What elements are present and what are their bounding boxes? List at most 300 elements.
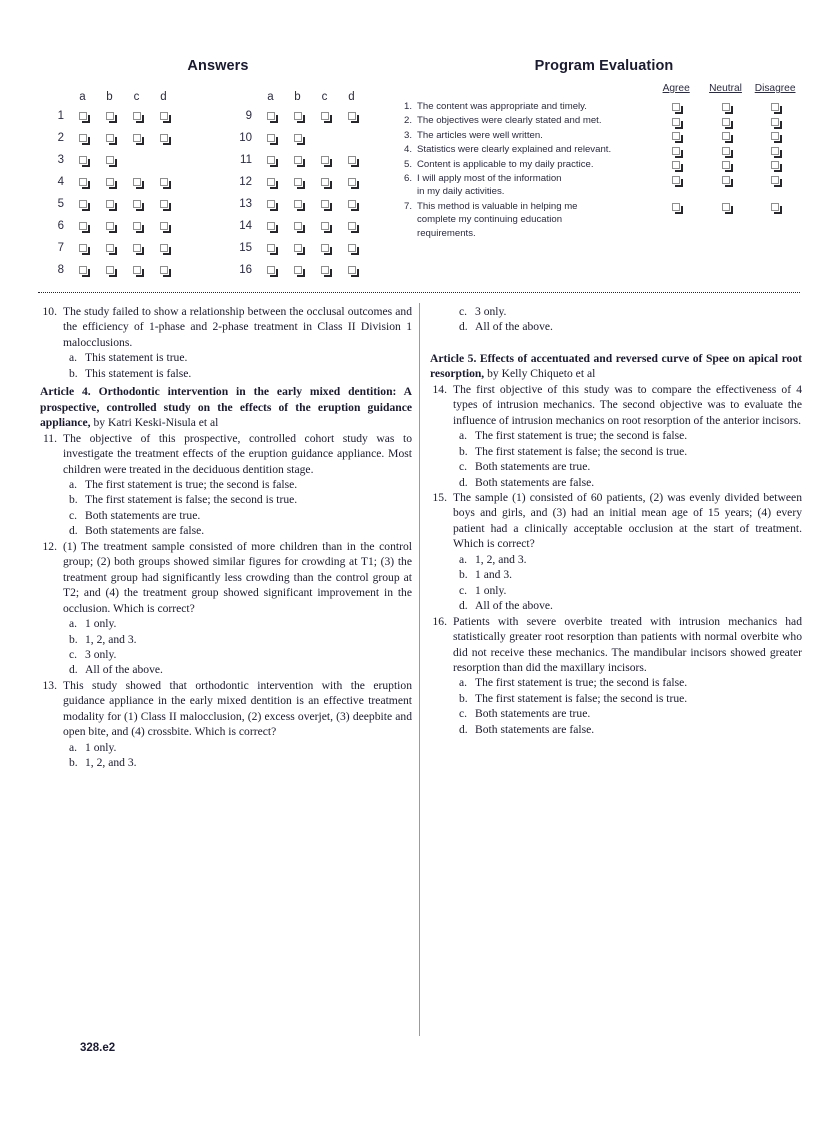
answer-checkbox-11-b[interactable]	[294, 156, 302, 164]
option-14-b-text: The first statement is false; the second is true.	[475, 444, 688, 458]
option-12-a[interactable]	[69, 616, 412, 631]
question-13-options-continued	[430, 304, 802, 335]
evaluation-checkbox-6-disagree[interactable]	[771, 176, 779, 184]
answer-row-number: 13	[239, 198, 252, 210]
answer-checkbox-4-b[interactable]	[106, 178, 114, 186]
option-13-a-letter: a.	[69, 740, 78, 754]
option-13-c-letter: c.	[459, 305, 468, 318]
option-11-a[interactable]	[69, 477, 412, 492]
answer-checkbox-12-c[interactable]	[321, 178, 329, 186]
answer-row-number: 12	[239, 176, 252, 188]
evaluation-checkbox-4-neutral[interactable]	[722, 147, 730, 155]
answer-cell	[338, 149, 365, 171]
evaluation-row	[404, 114, 800, 128]
answer-checkbox-9-d[interactable]	[348, 112, 356, 120]
answer-checkbox-11-d[interactable]	[348, 156, 356, 164]
option-14-d[interactable]	[459, 475, 802, 490]
answer-cell	[96, 215, 123, 237]
evaluation-cell	[652, 100, 701, 114]
evaluation-checkbox-7-neutral[interactable]	[722, 203, 730, 211]
answer-cell	[96, 193, 123, 215]
evaluation-cell	[750, 129, 800, 143]
answer-checkbox-4-c[interactable]	[133, 178, 141, 186]
answer-checkbox-2-b[interactable]	[106, 134, 114, 142]
option-13-c-text: 3 only.	[475, 305, 507, 318]
answer-cell	[96, 237, 123, 259]
answer-checkbox-16-c[interactable]	[321, 266, 329, 274]
answer-checkbox-13-b[interactable]	[294, 200, 302, 208]
answer-row	[38, 149, 177, 171]
answer-cell	[311, 171, 338, 193]
option-10-a-text: This statement is true.	[85, 351, 188, 365]
option-10-b-letter: b.	[69, 366, 78, 380]
evaluation-cell	[750, 158, 800, 172]
option-11-b[interactable]	[69, 492, 412, 507]
answer-cell	[96, 105, 123, 127]
option-15-a-letter: a.	[459, 552, 468, 566]
option-12-c-text: 3 only.	[85, 647, 117, 661]
option-12-a-text: 1 only.	[85, 617, 117, 631]
answers-grid-right	[218, 83, 398, 281]
evaluation-checkbox-2-agree[interactable]	[672, 118, 680, 126]
answer-cell	[257, 127, 284, 149]
option-16-a[interactable]	[459, 675, 802, 690]
question-11-text: The objective of this prospective, controlled cohort study was to investigate the treatment effects of the eruption guidance appliance. Most children were treated in the deciduous dentition stage.	[63, 431, 412, 476]
answer-checkbox-8-a[interactable]	[79, 266, 87, 274]
evaluation-cell	[701, 200, 750, 241]
answer-checkbox-13-c[interactable]	[321, 200, 329, 208]
evaluation-question-number: 7.	[404, 200, 413, 212]
answer-row-number: 5	[57, 198, 64, 210]
evaluation-question	[404, 200, 652, 241]
answer-cell	[123, 193, 150, 215]
question-13	[40, 678, 412, 740]
option-15-d-letter: d.	[459, 599, 468, 613]
evaluation-checkbox-3-disagree[interactable]	[771, 132, 779, 140]
question-12	[40, 539, 412, 616]
answer-cell	[338, 105, 365, 127]
question-14-text: The first objective of this study was to compare the effectiveness of 4 types of intrusion mechanics. The second objective was to evaluate the influence of intrusion mechanics on root resorption of the anterior incisors.	[453, 382, 802, 427]
answers-col-c-right: c	[321, 91, 328, 103]
answer-checkbox-5-b[interactable]	[106, 200, 114, 208]
answer-checkbox-3-a[interactable]	[79, 156, 87, 164]
evaluation-cell	[701, 158, 750, 172]
answers-col-b: b	[106, 91, 113, 103]
answer-cell	[338, 259, 365, 281]
answer-checkbox-8-c[interactable]	[133, 266, 141, 274]
answer-checkbox-13-d[interactable]	[348, 200, 356, 208]
answer-checkbox-7-d[interactable]	[160, 244, 168, 252]
answer-checkbox-2-d[interactable]	[160, 134, 168, 142]
question-11-options	[40, 477, 412, 539]
option-15-c-text: 1 only.	[475, 583, 507, 597]
answer-cell	[338, 171, 365, 193]
answer-checkbox-9-a[interactable]	[267, 112, 275, 120]
right-text-column	[430, 304, 802, 737]
option-13-b-text: 1, 2, and 3.	[85, 756, 137, 770]
answer-checkbox-12-b[interactable]	[294, 178, 302, 186]
option-14-c[interactable]	[459, 459, 802, 474]
option-16-d-text: Both statements are false.	[475, 722, 595, 736]
answer-row-number: 7	[57, 242, 64, 254]
answer-checkbox-15-d[interactable]	[348, 244, 356, 252]
answers-col-b-right: b	[294, 91, 301, 103]
answer-cell	[311, 149, 338, 171]
answer-row	[218, 215, 365, 237]
answer-checkbox-2-a[interactable]	[79, 134, 87, 142]
question-16	[430, 614, 802, 676]
evaluation-cell	[652, 158, 701, 172]
option-13-d-letter: d.	[459, 320, 468, 334]
evaluation-row	[404, 143, 800, 157]
answer-checkbox-16-a[interactable]	[267, 266, 275, 274]
answer-checkbox-5-c[interactable]	[133, 200, 141, 208]
answer-cell	[150, 215, 177, 237]
answer-checkbox-10-b[interactable]	[294, 134, 302, 142]
evaluation-title: Program Evaluation	[534, 58, 674, 74]
answer-cell	[150, 237, 177, 259]
evaluation-cell	[750, 172, 800, 200]
article-5-byline: by Kelly Chiqueto et al	[484, 367, 596, 381]
answer-checkbox-1-c[interactable]	[133, 112, 141, 120]
answer-checkbox-13-a[interactable]	[267, 200, 275, 208]
option-14-a-text: The first statement is true; the second is false.	[475, 429, 688, 443]
option-11-d[interactable]	[69, 523, 412, 538]
option-13-b-letter: b.	[69, 756, 78, 770]
option-14-b[interactable]	[459, 444, 802, 459]
answers-table-right	[218, 83, 365, 281]
option-16-b-text: The first statement is false; the second is true.	[475, 691, 688, 705]
answer-checkbox-9-b[interactable]	[294, 112, 302, 120]
option-11-d-letter: d.	[69, 524, 78, 538]
answer-cell	[311, 193, 338, 215]
question-13-text: This study showed that orthodontic intervention with the eruption guidance appliance in the early mixed dentition is an effective treatment modality for (1) Class II malocclusion, (2) excess overjet, (3) deepbite and open bite, and (4) crossbite. Which is correct?	[63, 678, 412, 739]
evaluation-question-text: Content is applicable to my daily practice.	[417, 158, 594, 170]
evaluation-checkbox-6-neutral[interactable]	[722, 176, 730, 184]
answers-grid	[38, 83, 398, 281]
evaluation-checkbox-1-agree[interactable]	[672, 103, 680, 111]
option-15-c[interactable]	[459, 583, 802, 598]
answer-checkbox-15-b[interactable]	[294, 244, 302, 252]
evaluation-question-number: 4.	[404, 144, 413, 156]
option-12-d-letter: d.	[69, 663, 78, 677]
answer-row	[38, 127, 177, 149]
answer-cell	[123, 127, 150, 149]
answer-cell	[123, 215, 150, 237]
evaluation-cell	[701, 129, 750, 143]
answer-row	[38, 105, 177, 127]
answer-row-number: 6	[57, 220, 64, 232]
option-16-c-letter: c.	[459, 707, 468, 721]
option-11-a-text: The first statement is true; the second is false.	[85, 477, 298, 491]
option-15-b-text: 1 and 3.	[475, 568, 513, 582]
evaluation-row	[404, 100, 800, 114]
option-15-b[interactable]	[459, 567, 802, 582]
evaluation-cell	[652, 114, 701, 128]
evaluation-cell	[750, 200, 800, 241]
option-12-a-letter: a.	[69, 617, 78, 631]
question-16-options	[430, 675, 802, 737]
answer-checkbox-1-d[interactable]	[160, 112, 168, 120]
option-14-c-letter: c.	[459, 460, 468, 474]
answer-cell	[123, 237, 150, 259]
evaluation-scale-agree: Agree	[662, 83, 690, 94]
evaluation-cell	[652, 129, 701, 143]
answer-cell	[96, 171, 123, 193]
option-13-d[interactable]	[459, 319, 802, 334]
answer-checkbox-5-a[interactable]	[79, 200, 87, 208]
evaluation-cell	[701, 114, 750, 128]
answer-row	[218, 259, 365, 281]
answer-row-number: 9	[245, 110, 252, 122]
evaluation-row	[404, 200, 800, 241]
answer-checkbox-7-a[interactable]	[79, 244, 87, 252]
answer-checkbox-14-d[interactable]	[348, 222, 356, 230]
option-14-c-text: Both statements are true.	[475, 460, 591, 474]
question-14	[430, 382, 802, 428]
answer-checkbox-14-c[interactable]	[321, 222, 329, 230]
page-number: 328.e2	[80, 1042, 116, 1054]
answer-row	[38, 237, 177, 259]
option-10-b[interactable]	[69, 366, 412, 381]
option-12-c-letter: c.	[69, 647, 78, 661]
evaluation-scale-disagree: Disagree	[754, 83, 796, 94]
answer-checkbox-6-d[interactable]	[160, 222, 168, 230]
answer-cell	[123, 171, 150, 193]
answer-checkbox-9-c[interactable]	[321, 112, 329, 120]
question-14-number: 14.	[432, 382, 447, 396]
answer-row	[218, 193, 365, 215]
question-13-options	[40, 740, 412, 771]
evaluation-checkbox-3-neutral[interactable]	[722, 132, 730, 140]
option-12-b[interactable]	[69, 632, 412, 647]
answer-row	[218, 171, 365, 193]
answer-checkbox-16-b[interactable]	[294, 266, 302, 274]
option-15-c-letter: c.	[459, 583, 468, 597]
evaluation-checkbox-4-disagree[interactable]	[771, 147, 779, 155]
answer-cell	[311, 259, 338, 281]
evaluation-checkbox-5-agree[interactable]	[672, 161, 680, 169]
evaluation-cell	[652, 172, 701, 200]
option-14-b-letter: b.	[459, 444, 468, 458]
answer-checkbox-10-a[interactable]	[267, 134, 275, 142]
answer-cell	[338, 237, 365, 259]
evaluation-row	[404, 158, 800, 172]
evaluation-question	[404, 158, 652, 172]
answer-cell	[284, 149, 311, 171]
answer-cell	[284, 105, 311, 127]
answer-checkbox-3-b[interactable]	[106, 156, 114, 164]
answer-checkbox-8-d[interactable]	[160, 266, 168, 274]
answer-cell	[123, 105, 150, 127]
option-11-b-text: The first statement is false; the second is true.	[85, 493, 298, 507]
answer-checkbox-14-a[interactable]	[267, 222, 275, 230]
question-13-number: 13.	[42, 678, 57, 692]
evaluation-cell	[652, 143, 701, 157]
answer-cell	[257, 259, 284, 281]
evaluation-checkbox-5-neutral[interactable]	[722, 161, 730, 169]
question-15-options	[430, 552, 802, 614]
answer-row-number: 1	[57, 110, 64, 122]
answers-col-d-right: d	[348, 91, 355, 103]
question-10-number: 10.	[42, 305, 57, 318]
option-16-d-letter: d.	[459, 722, 468, 736]
answer-checkbox-7-c[interactable]	[133, 244, 141, 252]
answer-checkbox-4-d[interactable]	[160, 178, 168, 186]
evaluation-question-text: The objectives were clearly stated and met.	[417, 115, 602, 127]
option-14-d-text: Both statements are false.	[475, 475, 595, 489]
article-4-byline: by Katri Keski-Nisula et al	[90, 416, 219, 430]
answer-cell	[69, 171, 96, 193]
evaluation-question	[404, 100, 652, 114]
evaluation-question-number: 6.	[404, 173, 413, 185]
answer-cell	[257, 105, 284, 127]
answer-cell-empty	[123, 149, 150, 171]
answer-checkbox-16-d[interactable]	[348, 266, 356, 274]
evaluation-question-text-cont: in my daily activities.	[417, 186, 505, 198]
evaluation-question	[404, 172, 652, 200]
answer-checkbox-5-d[interactable]	[160, 200, 168, 208]
answer-checkbox-12-a[interactable]	[267, 178, 275, 186]
answers-grid-left	[38, 83, 218, 281]
evaluation-checkbox-2-disagree[interactable]	[771, 118, 779, 126]
evaluation-cell	[750, 143, 800, 157]
answer-cell	[257, 237, 284, 259]
answer-row-number: 2	[57, 132, 64, 144]
evaluation-body	[404, 100, 800, 241]
answer-checkbox-6-a[interactable]	[79, 222, 87, 230]
answer-checkbox-4-a[interactable]	[79, 178, 87, 186]
question-11-number: 11.	[42, 431, 57, 445]
answers-body-left	[38, 105, 177, 281]
option-11-c-text: Both statements are true.	[85, 508, 201, 522]
answers-body-right	[218, 105, 365, 281]
answers-col-c: c	[133, 91, 140, 103]
answer-checkbox-15-c[interactable]	[321, 244, 329, 252]
question-12-number: 12.	[42, 539, 57, 553]
left-text-column	[40, 304, 412, 771]
question-15	[430, 490, 802, 552]
evaluation-cell	[750, 114, 800, 128]
answer-checkbox-8-b[interactable]	[106, 266, 114, 274]
answer-row	[38, 171, 177, 193]
answer-cell	[311, 237, 338, 259]
evaluation-checkbox-7-disagree[interactable]	[771, 203, 779, 211]
evaluation-checkbox-4-agree[interactable]	[672, 147, 680, 155]
evaluation-checkbox-6-agree[interactable]	[672, 176, 680, 184]
answer-checkbox-11-a[interactable]	[267, 156, 275, 164]
answer-row	[218, 105, 365, 127]
option-16-b-letter: b.	[459, 691, 468, 705]
evaluation-question-number: 2.	[404, 115, 413, 127]
answer-cell	[338, 215, 365, 237]
evaluation-checkbox-1-neutral[interactable]	[722, 103, 730, 111]
answer-checkbox-12-d[interactable]	[348, 178, 356, 186]
answer-cell	[150, 259, 177, 281]
evaluation-question-header	[404, 82, 652, 100]
option-16-d[interactable]	[459, 722, 802, 737]
evaluation-checkbox-5-disagree[interactable]	[771, 161, 779, 169]
answer-row-number: 11	[240, 154, 252, 166]
answer-checkbox-1-b[interactable]	[106, 112, 114, 120]
answers-header-row	[38, 83, 177, 105]
option-14-a[interactable]	[459, 428, 802, 443]
answer-checkbox-14-b[interactable]	[294, 222, 302, 230]
answer-checkbox-15-a[interactable]	[267, 244, 275, 252]
evaluation-cell	[652, 200, 701, 241]
evaluation-checkbox-2-neutral[interactable]	[722, 118, 730, 126]
evaluation-checkbox-3-agree[interactable]	[672, 132, 680, 140]
answer-cell-empty	[150, 149, 177, 171]
option-15-d-text: All of the above.	[475, 599, 553, 613]
option-13-b[interactable]	[69, 755, 412, 770]
question-14-options	[430, 428, 802, 490]
option-12-b-letter: b.	[69, 632, 78, 646]
option-10-a[interactable]	[69, 350, 412, 365]
answer-cell	[257, 215, 284, 237]
option-13-c[interactable]	[459, 304, 802, 319]
evaluation-question	[404, 114, 652, 128]
option-16-c-text: Both statements are true.	[475, 707, 591, 721]
answer-row	[218, 237, 365, 259]
option-12-d-text: All of the above.	[85, 663, 163, 677]
option-16-b[interactable]	[459, 691, 802, 706]
answer-cell	[69, 215, 96, 237]
answer-row-number: 8	[57, 264, 64, 276]
option-13-a[interactable]	[69, 740, 412, 755]
evaluation-question-text: I will apply most of the information	[417, 173, 562, 185]
answer-checkbox-7-b[interactable]	[106, 244, 114, 252]
question-10-options	[40, 350, 412, 381]
option-12-d[interactable]	[69, 662, 412, 677]
option-15-a[interactable]	[459, 552, 802, 567]
answers-table-left	[38, 83, 177, 281]
option-16-c[interactable]	[459, 706, 802, 721]
question-16-text: Patients with severe overbite treated with intrusion mechanics had statistically greater root resorption than patients with normal overbite who did not receive these mechanics. The mandibular incisors showed greater resorption than did the maxillary incisors.	[453, 614, 802, 674]
answer-row-number: 15	[239, 242, 252, 254]
answers-rownum-header-right	[218, 83, 257, 105]
evaluation-checkbox-7-agree[interactable]	[672, 203, 680, 211]
option-13-d-text: All of the above.	[475, 320, 553, 334]
evaluation-cell	[701, 100, 750, 114]
answer-cell	[311, 215, 338, 237]
evaluation-question-text: The articles were well written.	[417, 129, 543, 141]
option-12-c[interactable]	[69, 647, 412, 662]
answer-cell	[150, 127, 177, 149]
evaluation-checkbox-1-disagree[interactable]	[771, 103, 779, 111]
option-11-c[interactable]	[69, 508, 412, 523]
option-15-d[interactable]	[459, 598, 802, 613]
answer-cell	[96, 259, 123, 281]
answer-checkbox-11-c[interactable]	[321, 156, 329, 164]
answer-row	[38, 193, 177, 215]
evaluation-question-text-cont: complete my continuing education	[417, 214, 563, 226]
evaluation-scale-neutral: Neutral	[709, 83, 742, 94]
answer-cell	[150, 105, 177, 127]
answer-checkbox-6-b[interactable]	[106, 222, 114, 230]
answer-checkbox-6-c[interactable]	[133, 222, 141, 230]
answers-rownum-header	[38, 83, 69, 105]
answer-cell	[96, 127, 123, 149]
answers-col-a-right: a	[267, 91, 274, 103]
answer-cell-empty	[311, 127, 338, 149]
option-13-a-text: 1 only.	[85, 740, 117, 754]
answer-checkbox-2-c[interactable]	[133, 134, 141, 142]
answer-checkbox-1-a[interactable]	[79, 112, 87, 120]
article-4-heading	[40, 384, 412, 430]
forms-area	[0, 0, 838, 300]
answer-cell	[69, 237, 96, 259]
